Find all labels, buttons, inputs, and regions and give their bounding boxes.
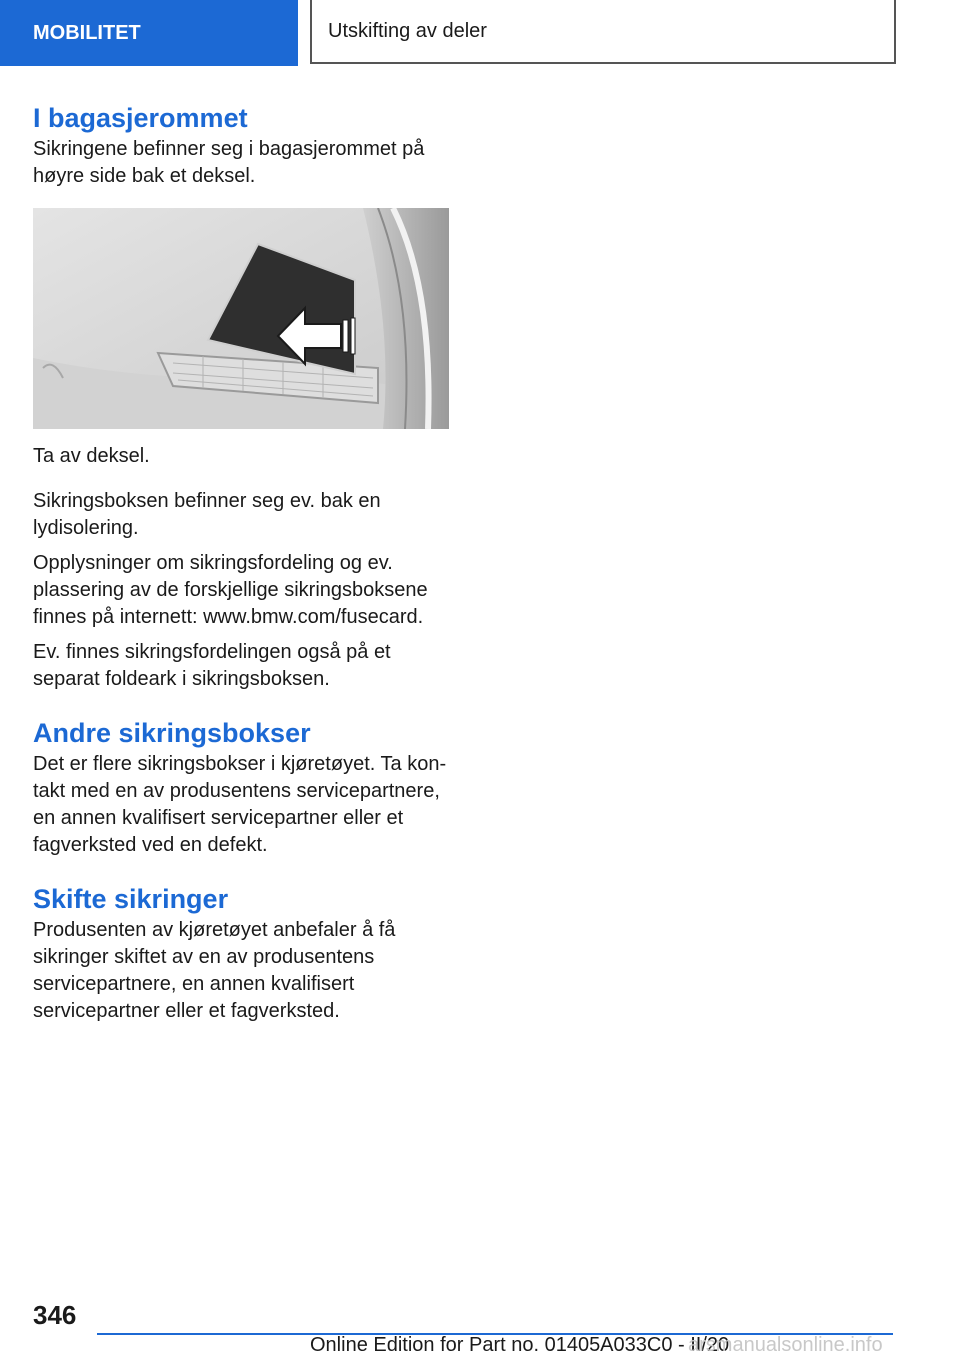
caption-remove-cover: Ta av deksel. [33, 445, 150, 467]
main-content [33, 100, 449, 1025]
page-number: 346 [33, 1300, 77, 1330]
paragraph-foldout: Ev. finnes sikringsfordelingen også på et separat foldeark i sikringsboksen. [33, 641, 391, 690]
heading-replace-fuses: Skifte sikringer [33, 884, 229, 914]
trunk-illustration-svg [33, 208, 449, 429]
trunk-fuse-cover-illustration [33, 208, 449, 429]
watermark: arsmanualsonline.info [688, 1334, 883, 1356]
page-header [0, 0, 960, 66]
trunk-intro: Sikringene befinner seg i bagasjerommet på høyre side bak et deksel. [33, 138, 425, 187]
edition-note: Online Edition for Part no. 01405A033C0 - II/20 [310, 1334, 730, 1356]
paragraph-other-fuse-boxes: Det er flere sikringsbokser i kjøretøyet. Ta kontakt med en av produsentens servicepartnere, en annen kvalifisert servicepartner eller et fagverksted ved en defekt. [33, 753, 447, 856]
section-title: Utskifting av deler [310, 0, 896, 64]
heading-trunk: I bagasjerommet [33, 103, 248, 133]
paragraph-replace-fuses: Produsenten av kjøretøyet anbefaler å få sikringer skiftet av en av produsentens servicepartnere, en annen kvalifisert servicepartner eller et fagverksted. [33, 919, 396, 1022]
paragraph-fusecard: Opplysninger om sikringsfordeling og ev. plassering av de forskjellige sikringsboksene finnes på internett: www.bmw.com/fusecard. [33, 552, 428, 628]
chapter-tab: MOBILITET [0, 0, 298, 66]
heading-other-fuse-boxes: Andre sikringsbokser [33, 718, 311, 748]
paragraph-insulation: Sikringsboksen befinner seg ev. bak en lydisolering. [33, 490, 381, 539]
